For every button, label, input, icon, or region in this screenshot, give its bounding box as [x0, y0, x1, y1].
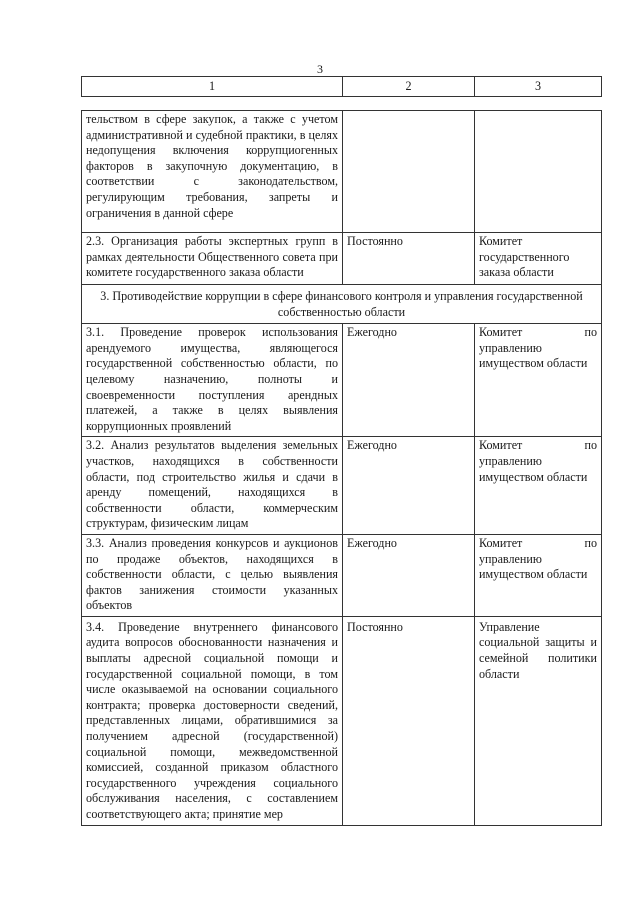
measure-executor: Комитет по управлению имуществом области: [475, 324, 602, 437]
measure-term: [343, 111, 475, 233]
section-heading: 3. Противодействие коррупции в сфере финансового контроля и управления государственной собственностью области: [82, 285, 602, 324]
column-number-2: 2: [343, 77, 475, 97]
measure-term: Постоянно: [343, 616, 475, 825]
measure-executor: Комитет по управлению имуществом области: [475, 534, 602, 616]
measure-term: Ежегодно: [343, 437, 475, 535]
measure-text: тельством в сфере закупок, а также с учетом административной и судебной практики, в целях недопущения включения коррупциогенных факторов в закупочную документацию, в соответствии с законодательством, регулирующим требования, запреты и ограничения в данной сфере: [82, 111, 343, 233]
measure-executor: [475, 111, 602, 233]
measure-text: 3.2. Анализ результатов выделения земельных участков, находящихся в собственности области, под строительство жилья и сдачи в аренду помещений, находящихся в собственности области, коммерческим структурам, физическим лицам: [82, 437, 343, 535]
measure-text: 2.3. Организация работы экспертных групп в рамках деятельности Общественного совета при комитете государственного заказа области: [82, 233, 343, 285]
measure-term: Постоянно: [343, 233, 475, 285]
column-number-1: 1: [82, 77, 343, 97]
table-row: [82, 616, 602, 825]
table-row: [82, 111, 602, 233]
measure-executor: Управление социальной защиты и семейной политики области: [475, 616, 602, 825]
measure-executor: Комитет государственного заказа области: [475, 233, 602, 285]
measure-term: Ежегодно: [343, 324, 475, 437]
column-header-table: [81, 76, 602, 97]
table-row: [82, 437, 602, 535]
table-row: [82, 233, 602, 285]
column-number-3: 3: [475, 77, 602, 97]
measure-text: 3.4. Проведение внутреннего финансового аудита вопросов обоснованности назначения и выплаты адресной социальной помощи и государственной социальной помощи, в том числе оказываемой на основании социального контракта; проверка достоверности сведений, представленных лицами, обратившимися за получением адресной (государственной) социальной помощи, межведомственной комиссией, созданной приказом областного государственного учреждения социального обслуживания населения, с составлением соответствующего акта; принятие мер: [82, 616, 343, 825]
table-row: [82, 324, 602, 437]
measure-term: Ежегодно: [343, 534, 475, 616]
section-heading-row: [82, 285, 602, 324]
measures-table: [81, 110, 602, 826]
table-row: [82, 534, 602, 616]
page-number: 3: [317, 62, 323, 76]
measure-executor: Комитет по управлению имуществом области: [475, 437, 602, 535]
measure-text: 3.3. Анализ проведения конкурсов и аукционов по продаже объектов, находящихся в собственности области, с целью выявления фактов занижения стоимости указанных объектов: [82, 534, 343, 616]
measure-text: 3.1. Проведение проверок использования арендуемого имущества, являющегося государственной собственностью области, по целевому назначению, полноты и своевременности поступления арендных платежей, а также в целях выявления коррупционных проявлений: [82, 324, 343, 437]
column-number-row: [82, 77, 602, 97]
